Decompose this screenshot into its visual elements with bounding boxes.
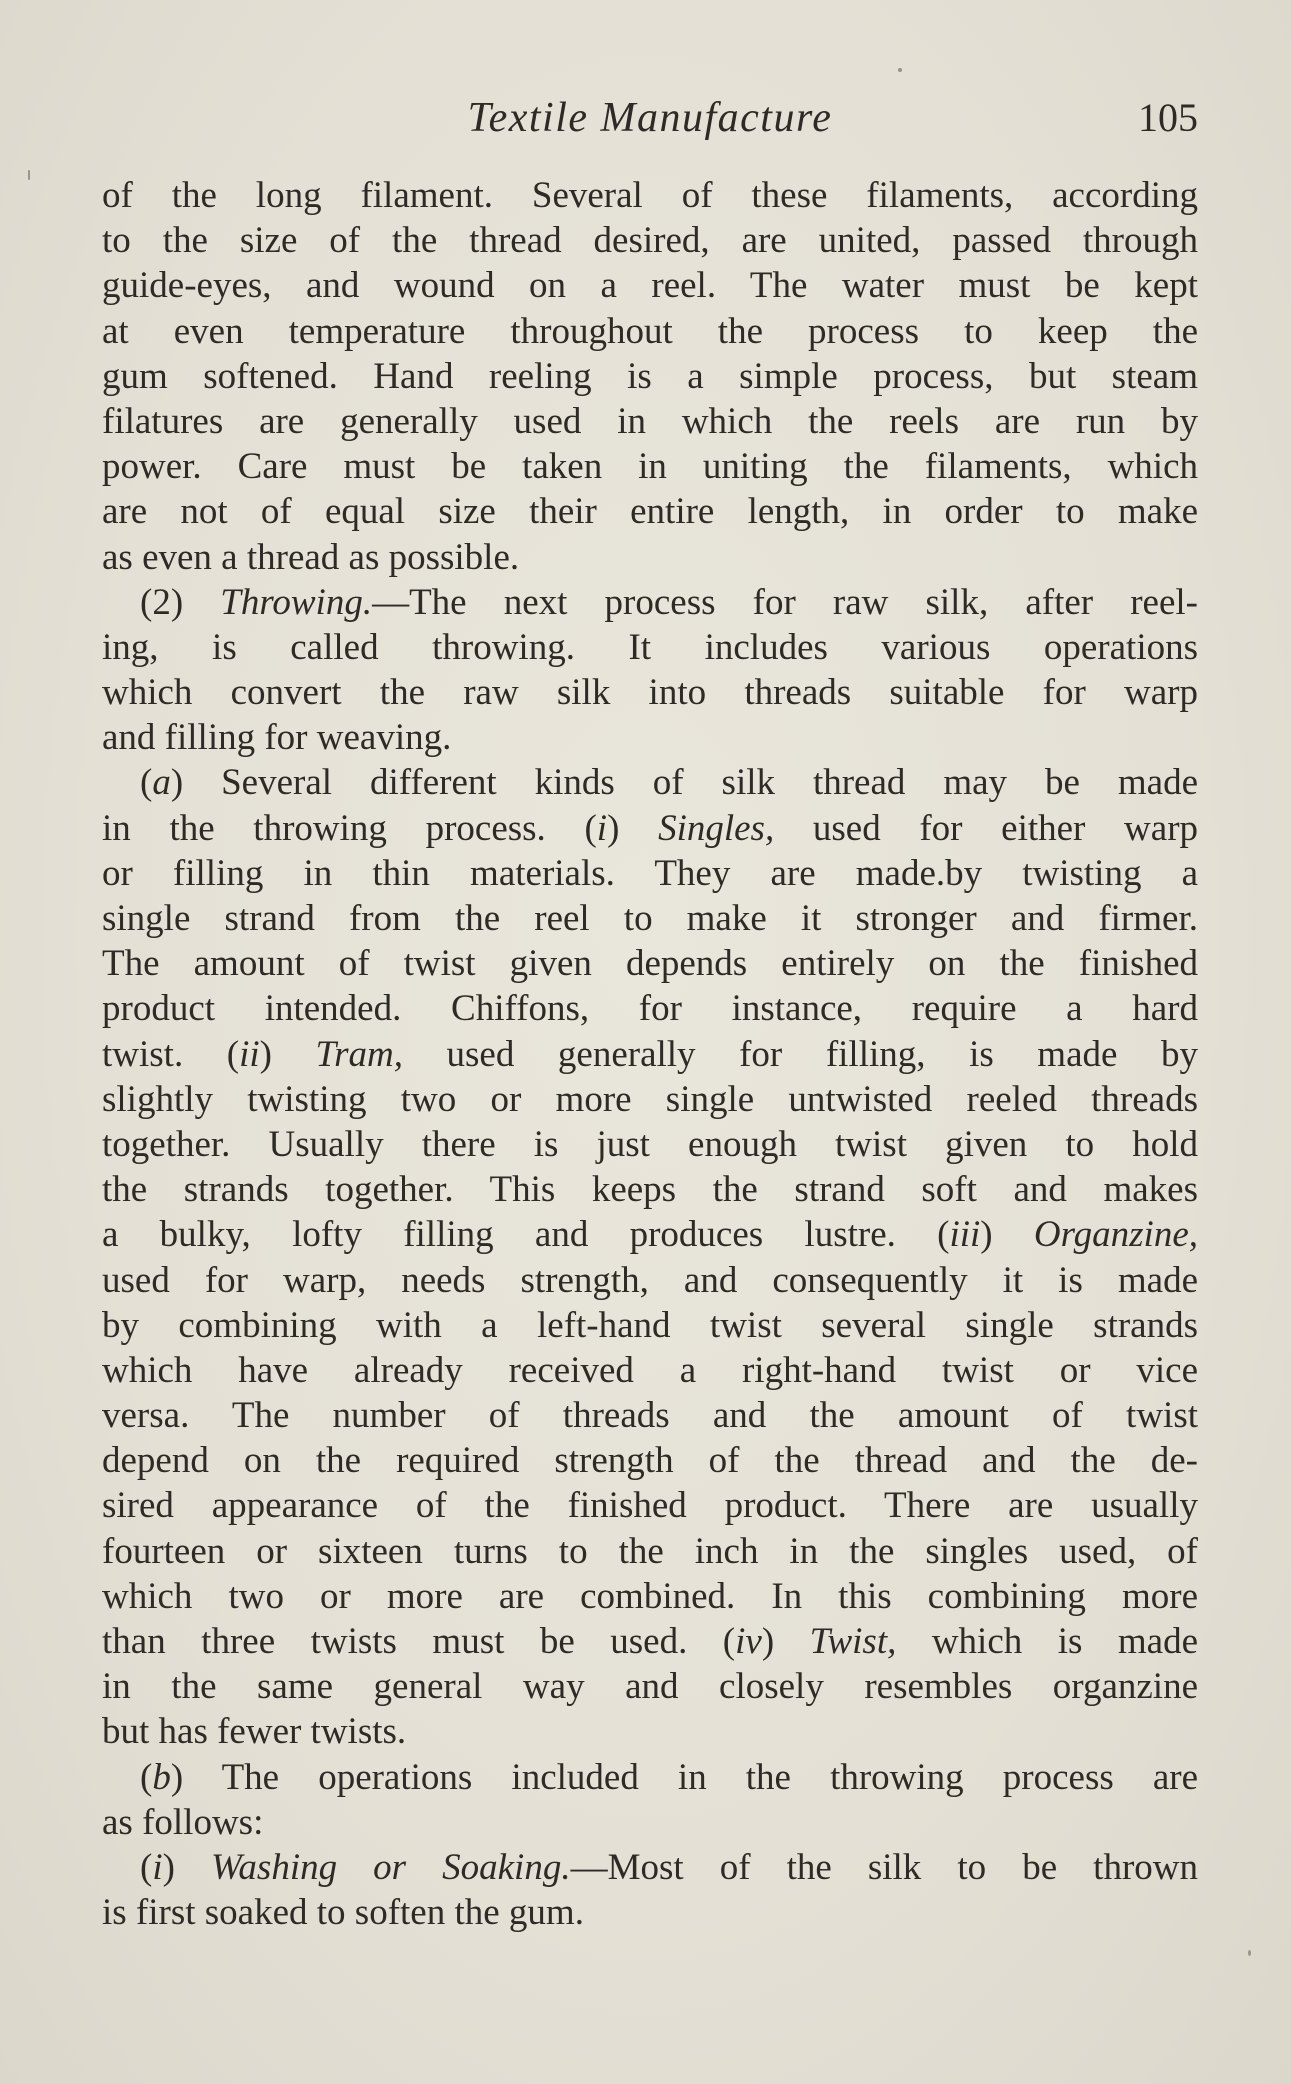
text-line: or filling in thin materials. They are made.by twisting a [102, 852, 1198, 894]
paper-speck [28, 170, 30, 180]
text-line: versa. The number of threads and the amount of twist [102, 1395, 1198, 1437]
text-line: than three twists must be used. (iv) Twist, which is made [102, 1621, 1198, 1662]
text-line: power. Care must be taken in uniting the filaments, which [102, 446, 1198, 488]
text-line: at even temperature throughout the process to keep the [102, 310, 1198, 352]
text-line: (b) The operations included in the throwing process are [140, 1756, 1198, 1798]
text-line: (i) Washing or Soaking.—Most of the silk to be thrown [140, 1846, 1198, 1888]
text-line: which convert the raw silk into threads suitable for warp [102, 672, 1198, 714]
text-line: together. Usually there is just enough twist given to hold [102, 1123, 1198, 1165]
text-line: depend on the required strength of the thread and the de- [102, 1440, 1198, 1482]
text-line: in the same general way and closely resembles organzine [102, 1666, 1198, 1708]
text-line: of the long filament. Several of these filaments, according [102, 175, 1198, 216]
paper-speck [1248, 1950, 1251, 1956]
text-line: filatures are generally used in which the reels are run by [102, 400, 1198, 442]
text-line: guide-eyes, and wound on a reel. The water must be kept [102, 265, 1198, 307]
paragraph [102, 1845, 1198, 1935]
text-line: sired appearance of the finished product. There are usually [102, 1485, 1198, 1527]
body-text [102, 173, 1198, 1935]
text-line: ing, is called throwing. It includes various operations [102, 626, 1198, 668]
text-line: as follows: [102, 1801, 264, 1843]
text-line: in the throwing process. (i) Singles, used for either warp [102, 807, 1198, 849]
paragraph [102, 760, 1198, 1754]
text-line: slightly twisting two or more single untwisted reeled threads [102, 1078, 1198, 1120]
text-line: which two or more are combined. In this combining more [102, 1575, 1198, 1617]
text-line: used for warp, needs strength, and consequently it is made [102, 1259, 1198, 1301]
paragraph [102, 580, 1198, 761]
text-line: twist. (ii) Tram, used generally for filling, is made by [102, 1033, 1198, 1075]
text-line: by combining with a left-hand twist several single strands [102, 1304, 1198, 1346]
text-line: and filling for weaving. [102, 717, 452, 759]
text-line: are not of equal size their entire length, in order to make [102, 491, 1198, 533]
text-line: to the size of the thread desired, are united, passed through [102, 220, 1198, 262]
text-line: as even a thread as possible. [102, 536, 520, 578]
text-line: a bulky, lofty filling and produces lustre. (iii) Organzine, [102, 1214, 1198, 1256]
text-line: (2) Throwing.—The next process for raw silk, after reel- [140, 581, 1198, 623]
text-line: gum softened. Hand reeling is a simple process, but steam [102, 355, 1198, 397]
text-line: which have already received a right-hand twist or vice [102, 1349, 1198, 1391]
text-line: (a) Several different kinds of silk thread may be made [140, 762, 1198, 804]
text-line: but has fewer twists. [102, 1711, 407, 1753]
text-line: The amount of twist given depends entirely on the finished [102, 943, 1198, 985]
text-line: single strand from the reel to make it stronger and firmer. [102, 898, 1198, 939]
paper-speck [898, 68, 902, 72]
paragraph [102, 1755, 1198, 1845]
running-title: Textile Manufacture [467, 95, 833, 141]
text-line: is first soaked to soften the gum. [102, 1892, 584, 1934]
text-line: product intended. Chiffons, for instance, require a hard [102, 988, 1198, 1030]
running-head [102, 88, 1198, 148]
text-line: fourteen or sixteen turns to the inch in the singles used, of [102, 1530, 1198, 1572]
text-line: the strands together. This keeps the strand soft and makes [102, 1169, 1198, 1211]
page-number: 105 [1138, 95, 1198, 140]
paragraph [102, 173, 1198, 580]
